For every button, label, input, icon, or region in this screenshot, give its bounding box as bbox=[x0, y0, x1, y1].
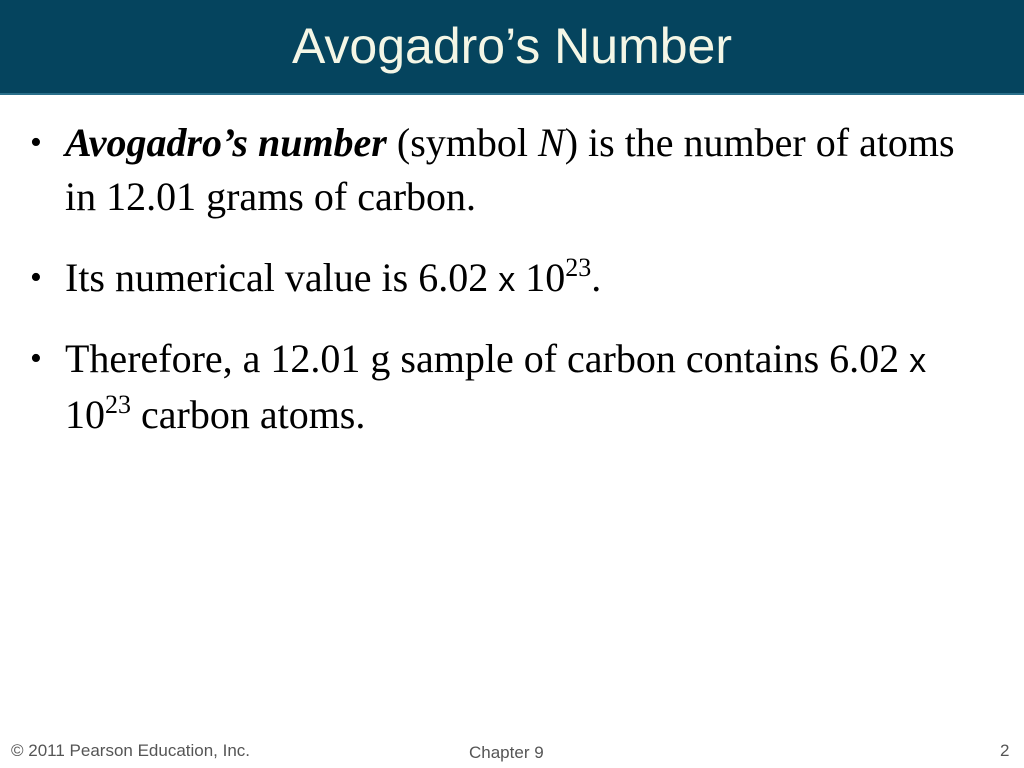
bullet-text bbox=[65, 116, 995, 224]
slide-title: Avogadro’s Number bbox=[291, 18, 733, 74]
bullet-text-part: Therefore, a 12.01 g sample of carbon contains 6.02 bbox=[65, 336, 910, 381]
exponent: 23 bbox=[565, 253, 592, 282]
bullet-text-part: 10 bbox=[515, 255, 566, 300]
footer-page-number: 2 bbox=[1000, 741, 1010, 760]
bullet-text-part: Its numerical value is 6.02 bbox=[65, 255, 499, 300]
bullet-text-part: ) is the number of atoms in 12.01 grams of carbon. bbox=[65, 120, 955, 219]
times-symbol: x bbox=[498, 261, 516, 299]
symbol-n: N bbox=[538, 120, 565, 165]
bullet-marker: • bbox=[30, 340, 42, 377]
bullet-text-part: carbon atoms. bbox=[131, 392, 366, 437]
bullet-text-part: (symbol bbox=[386, 120, 538, 165]
term-avogadros-number: Avogadro’s number bbox=[65, 120, 387, 165]
bullet-text bbox=[65, 332, 995, 442]
times-symbol: x bbox=[909, 342, 927, 380]
exponent: 23 bbox=[105, 390, 131, 419]
footer-chapter: Chapter 9 bbox=[469, 743, 544, 762]
bullet-text-part: . bbox=[591, 255, 602, 300]
bullet-text bbox=[65, 251, 995, 307]
bullet-text-part: 10 bbox=[65, 392, 105, 437]
footer-copyright: © 2011 Pearson Education, Inc. bbox=[11, 741, 251, 760]
bullet-marker: • bbox=[30, 259, 42, 296]
bullet-marker: • bbox=[30, 124, 42, 161]
